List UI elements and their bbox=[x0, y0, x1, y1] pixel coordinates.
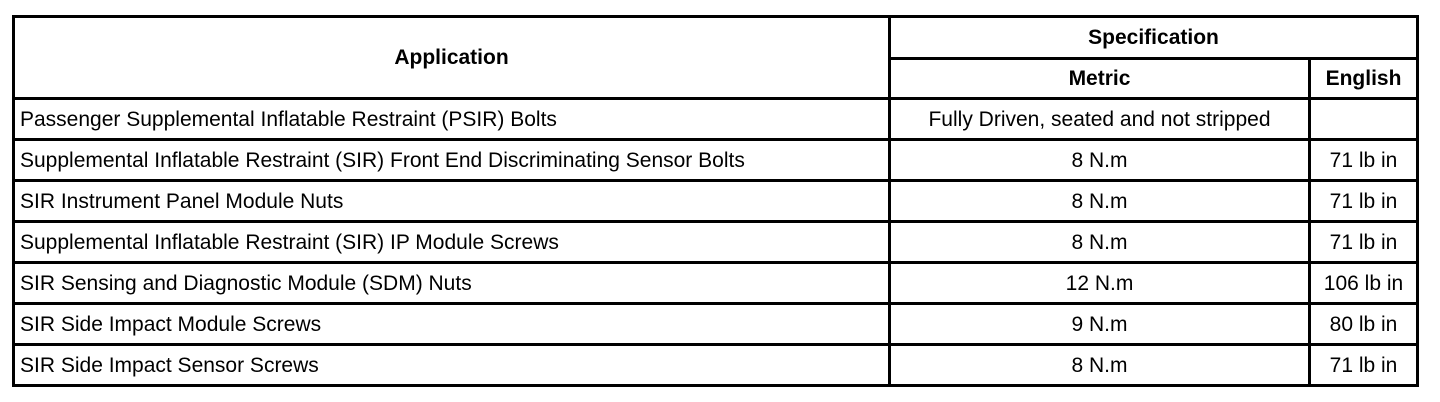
table-row bbox=[14, 181, 1418, 222]
english-header: English bbox=[1310, 59, 1418, 99]
metric-cell: 8 N.m bbox=[890, 345, 1310, 386]
metric-cell: 8 N.m bbox=[890, 181, 1310, 222]
header-row-1 bbox=[14, 17, 1418, 59]
table-row bbox=[14, 99, 1418, 140]
english-cell: 71 lb in bbox=[1310, 181, 1418, 222]
metric-cell: 8 N.m bbox=[890, 140, 1310, 181]
metric-cell: 9 N.m bbox=[890, 304, 1310, 345]
english-cell: 71 lb in bbox=[1310, 222, 1418, 263]
metric-header: Metric bbox=[890, 59, 1310, 99]
table-row bbox=[14, 304, 1418, 345]
application-cell: Supplemental Inflatable Restraint (SIR) IP Module Screws bbox=[14, 222, 890, 263]
application-cell: SIR Sensing and Diagnostic Module (SDM) Nuts bbox=[14, 263, 890, 304]
metric-cell: Fully Driven, seated and not stripped bbox=[890, 99, 1310, 140]
metric-cell: 8 N.m bbox=[890, 222, 1310, 263]
application-cell: Supplemental Inflatable Restraint (SIR) Front End Discriminating Sensor Bolts bbox=[14, 140, 890, 181]
fastener-specification-table bbox=[12, 15, 1419, 387]
table-row bbox=[14, 140, 1418, 181]
metric-cell: 12 N.m bbox=[890, 263, 1310, 304]
specification-header: Specification bbox=[890, 17, 1418, 59]
application-cell: SIR Instrument Panel Module Nuts bbox=[14, 181, 890, 222]
application-cell: SIR Side Impact Module Screws bbox=[14, 304, 890, 345]
application-cell: Passenger Supplemental Inflatable Restraint (PSIR) Bolts bbox=[14, 99, 890, 140]
application-header: Application bbox=[14, 17, 890, 99]
table-row bbox=[14, 222, 1418, 263]
table-row bbox=[14, 263, 1418, 304]
application-cell: SIR Side Impact Sensor Screws bbox=[14, 345, 890, 386]
table-row bbox=[14, 345, 1418, 386]
english-cell: 106 lb in bbox=[1310, 263, 1418, 304]
english-cell: 71 lb in bbox=[1310, 345, 1418, 386]
english-cell bbox=[1310, 99, 1418, 140]
english-cell: 71 lb in bbox=[1310, 140, 1418, 181]
english-cell: 80 lb in bbox=[1310, 304, 1418, 345]
